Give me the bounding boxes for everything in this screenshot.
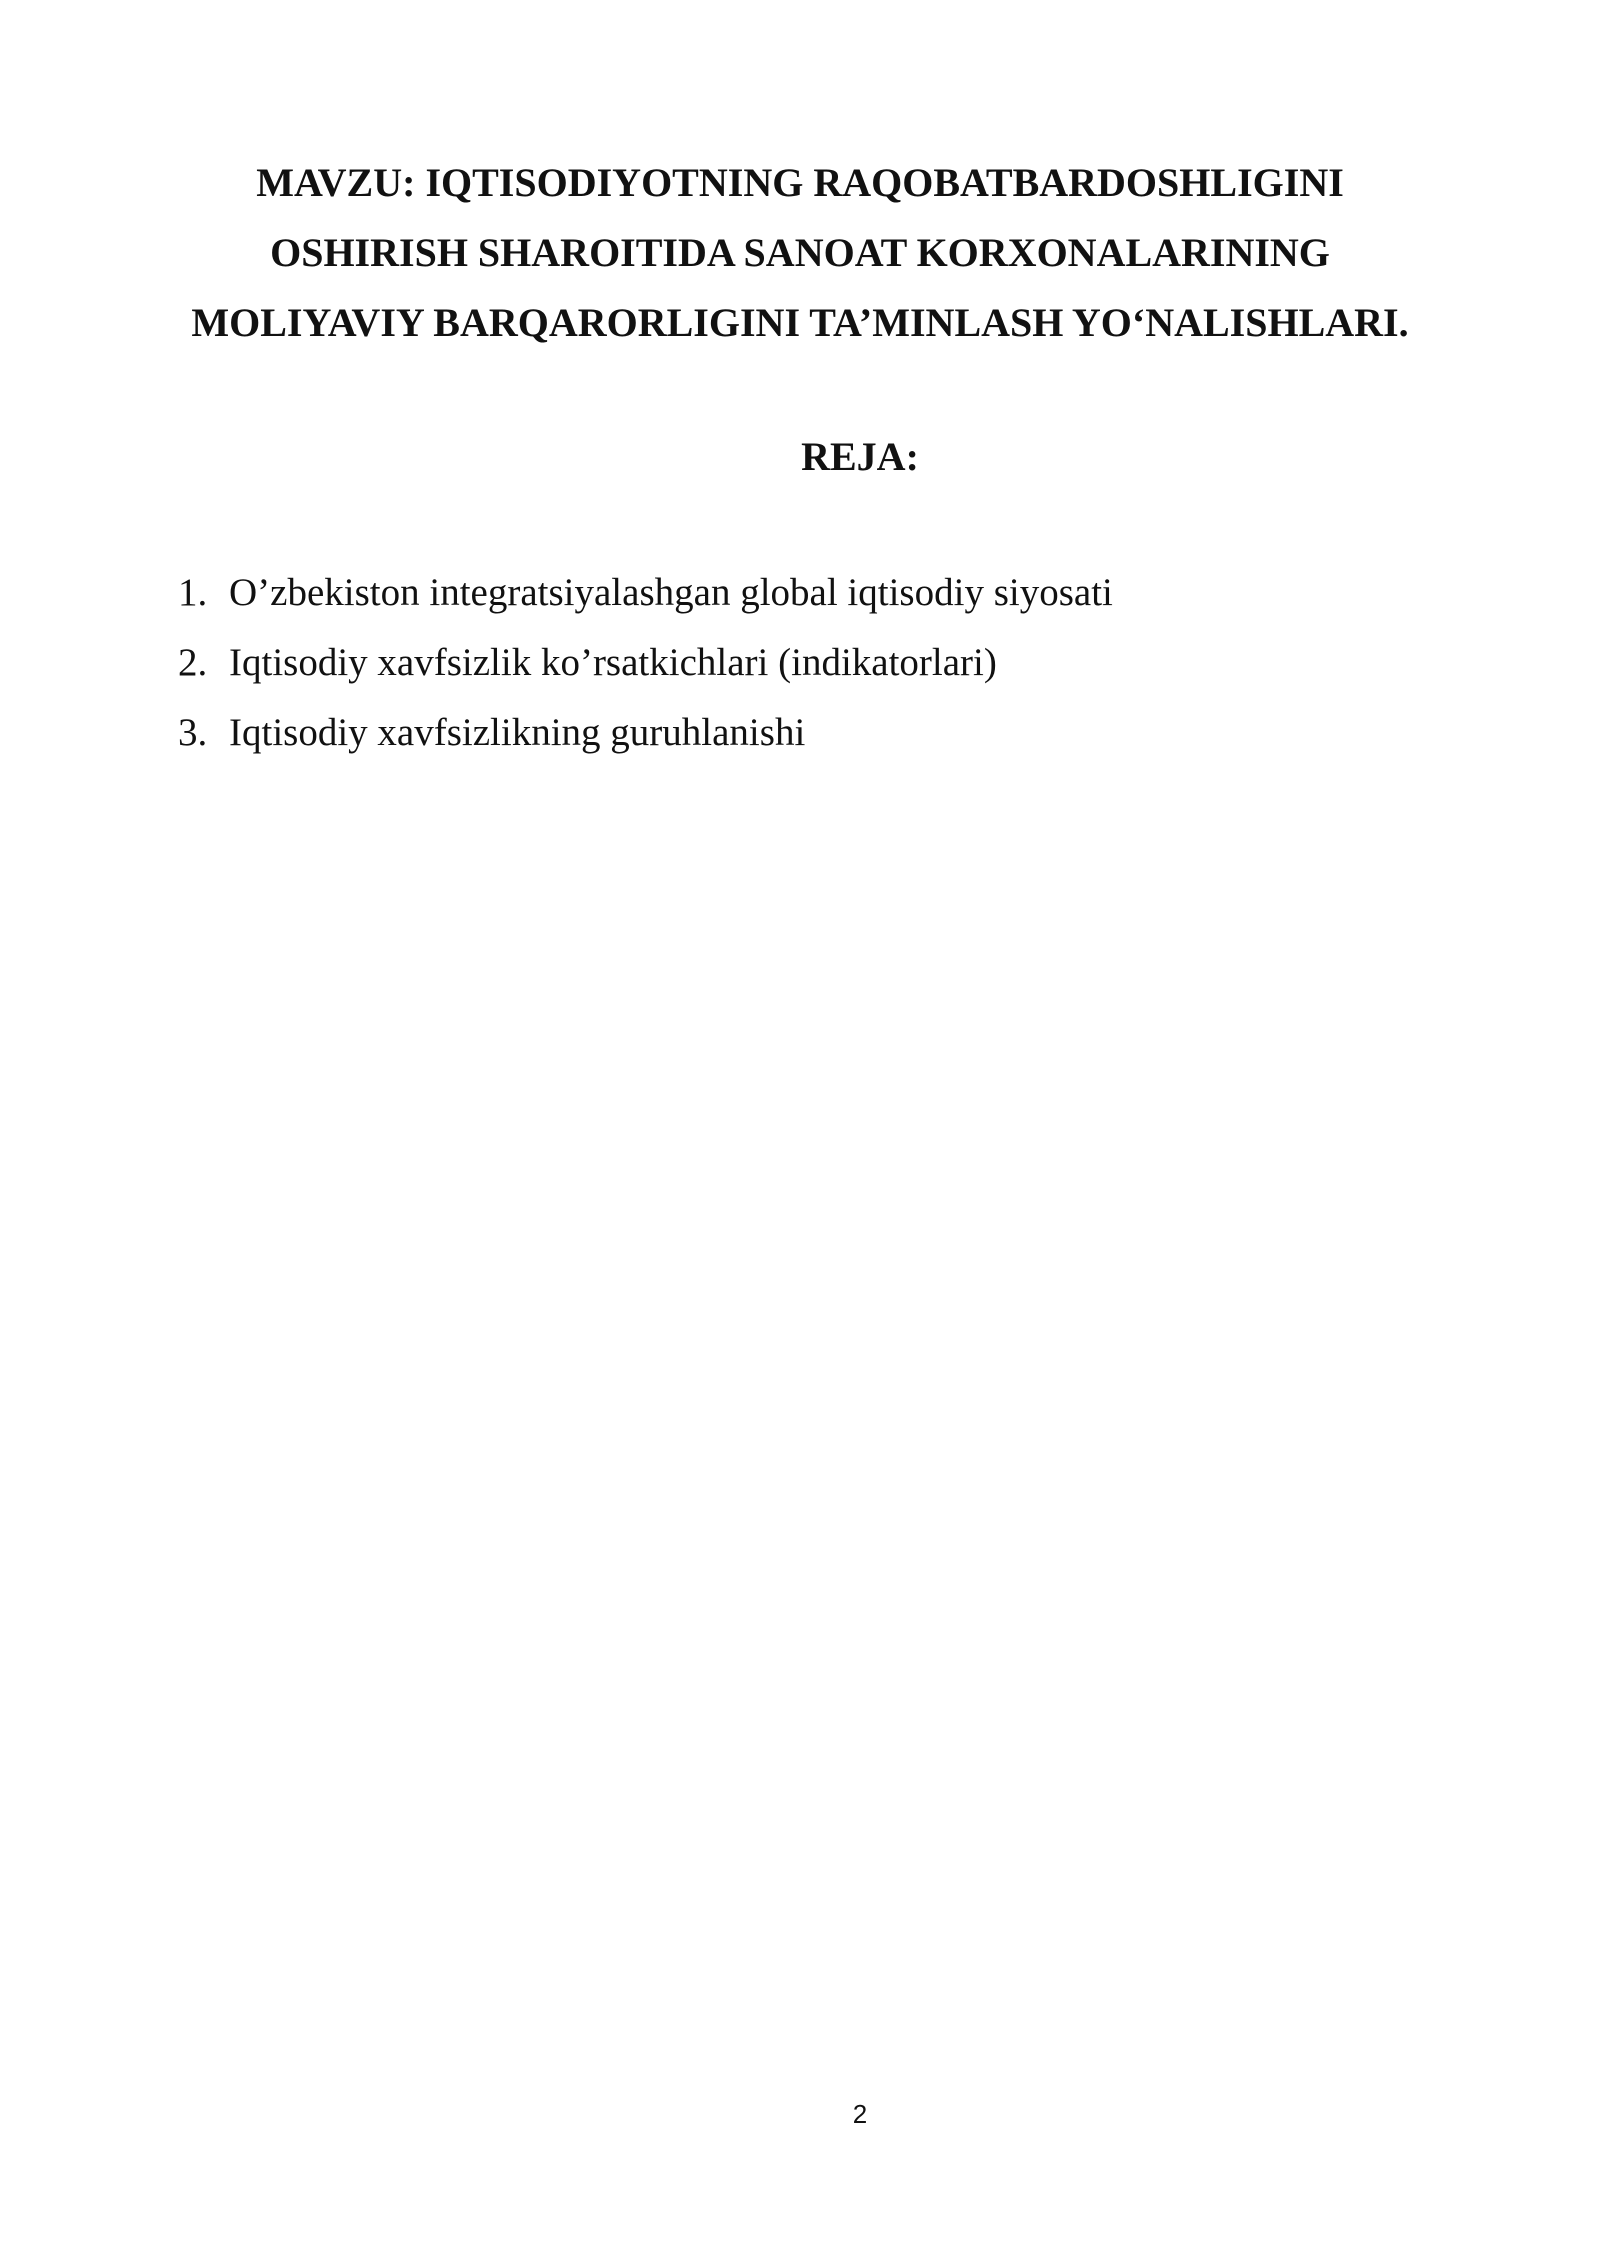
list-item bbox=[178, 558, 1113, 628]
list-item-number: 1. bbox=[178, 571, 208, 614]
document-title bbox=[0, 148, 1600, 358]
list-item-text: O’zbekiston integratsiyalashgan global iqtisodiy siyosati bbox=[229, 571, 1113, 614]
list-item-text: Iqtisodiy xavfsizlik ko’rsatkichlari (indikatorlari) bbox=[229, 641, 997, 684]
title-line-1: MAVZU: IQTISODIYOTNING RAQOBATBARDOSHLIGINI bbox=[256, 160, 1344, 205]
list-item-text: Iqtisodiy xavfsizlikning guruhlanishi bbox=[229, 711, 806, 754]
page-number: 2 bbox=[852, 2099, 868, 2129]
title-line-2: OSHIRISH SHAROITIDA SANOAT KORXONALARINING bbox=[270, 230, 1330, 275]
list-item-number: 3. bbox=[178, 711, 208, 754]
list-item bbox=[178, 698, 1113, 768]
title-line-3: MOLIYAVIY BARQARORLIGINI TA’MINLASH YO‘NALISHLARI. bbox=[191, 300, 1409, 345]
plan-list bbox=[178, 558, 1113, 768]
list-item-number: 2. bbox=[178, 641, 208, 684]
list-item bbox=[178, 628, 1113, 698]
plan-heading: REJA: bbox=[801, 434, 919, 479]
